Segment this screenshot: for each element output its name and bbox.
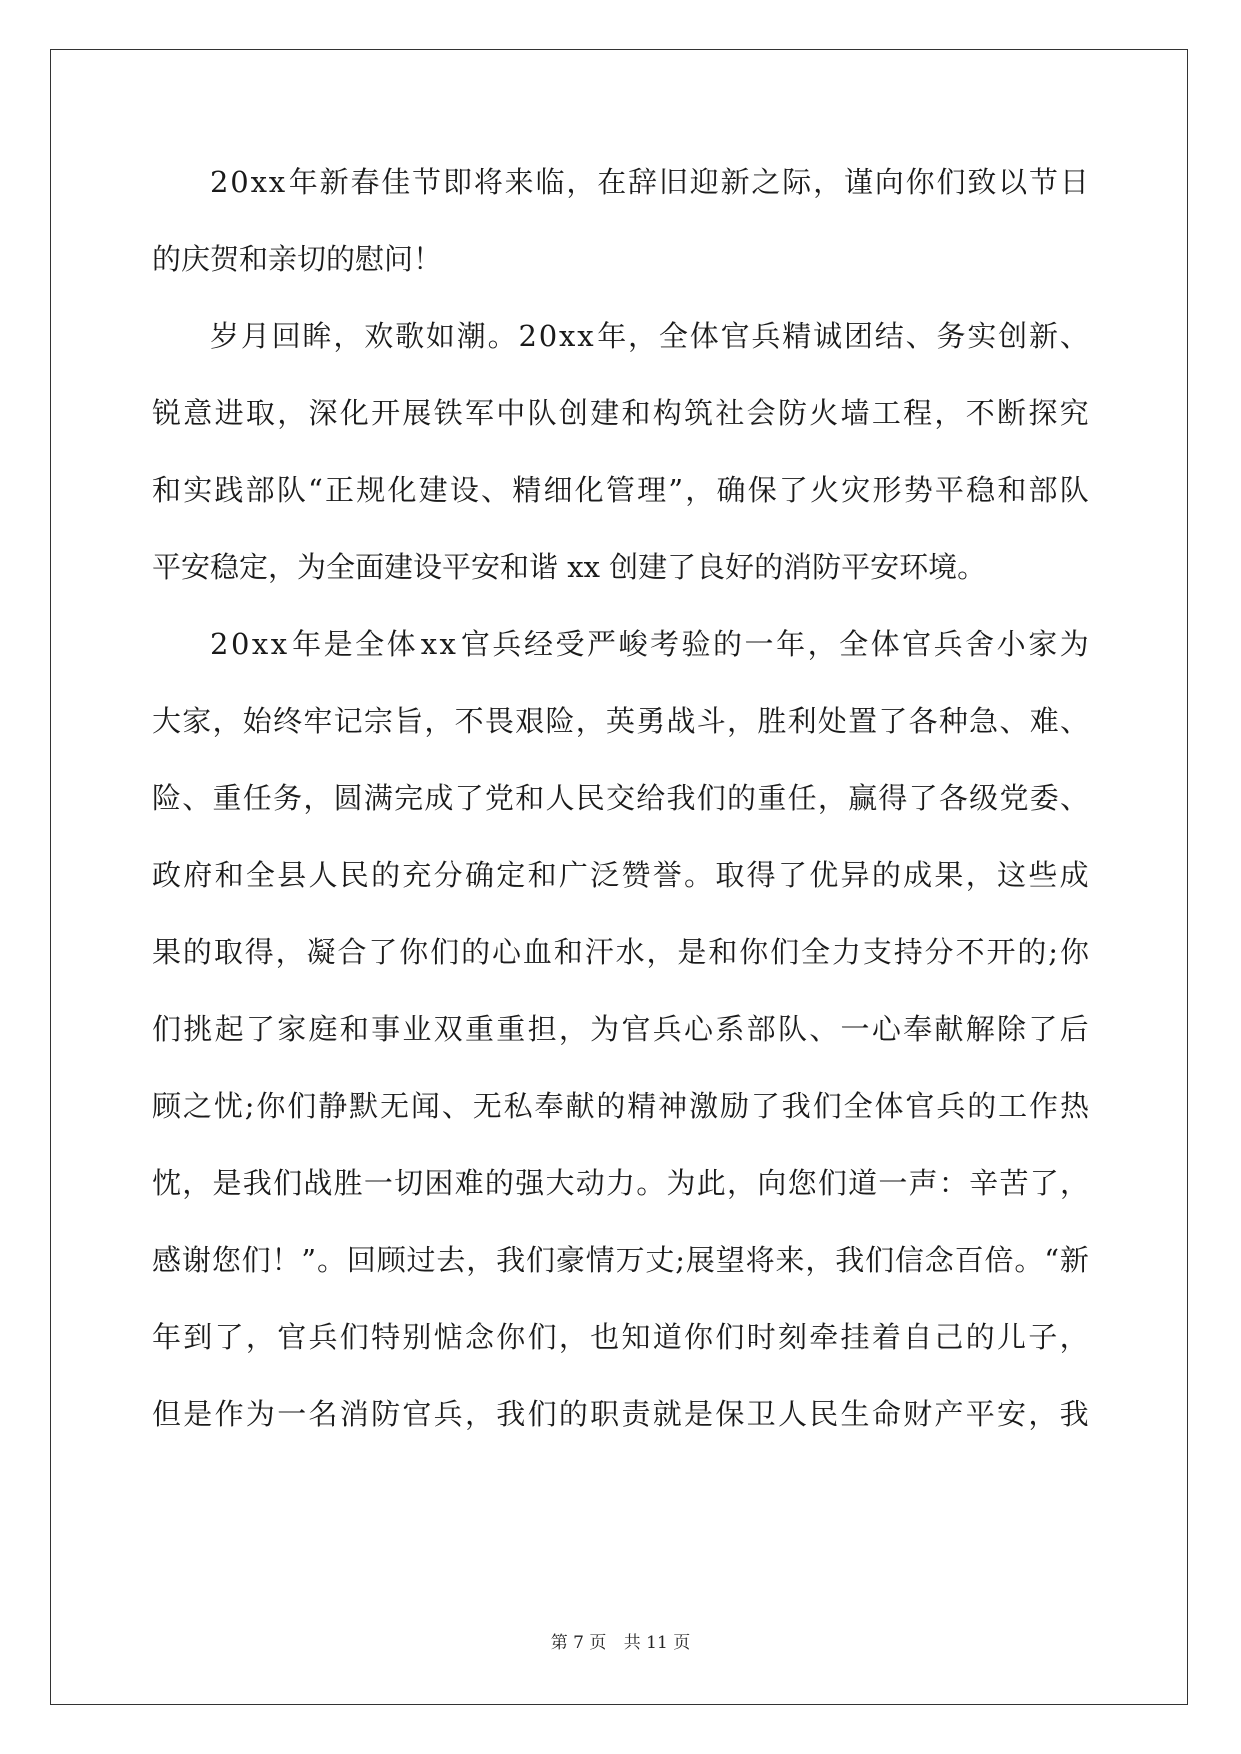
text-line: 锐 意 进 取 ， 深 化 开 展 铁 军 中 队 创 建 和 构 筑 社 会 防 火 墙 工 程 ， 不 断 探 究: [152, 396, 1089, 430]
text-line: 和 实 践 部 队 “ 正 规 化 建 设 、 精 细 化 管 理 ” ， 确 保 了 火 灾 形 势 平 稳 和 部 队: [152, 473, 1089, 507]
text-line: 2 0 x x 年 新 春 佳 节 即 将 来 临 ， 在 辞 旧 迎 新 之 际 ， 谨 向 你 们 致 以 节 日: [210, 165, 1089, 199]
text-line: 忱 ， 是 我 们 战 胜 一 切 困 难 的 强 大 动 力 。 为 此 ， 向 您 们 道 一 声 ： 辛 苦 了 ，: [152, 1166, 1089, 1200]
text-line: 感 谢 您 们 ！ ” 。 回 顾 过 去 ， 我 们 豪 情 万 丈 ; 展 望 将 来 ， 我 们 信 念 百 倍 。 “ 新: [152, 1243, 1089, 1277]
text-line: 果 的 取 得 ， 凝 合 了 你 们 的 心 血 和 汗 水 ， 是 和 你 们 全 力 支 持 分 不 开 的 ; 你: [152, 935, 1089, 969]
text-line: 政 府 和 全 县 人 民 的 充 分 确 定 和 广 泛 赞 誉 。 取 得 了 优 异 的 成 果 ， 这 些 成: [152, 858, 1089, 892]
text-line: 平安稳定，为全面建设平安和谐 xx 创建了良好的消防平安环境。: [152, 550, 987, 584]
text-line: 年 到 了 ， 官 兵 们 特 别 惦 念 你 们 ， 也 知 道 你 们 时 刻 牵 挂 着 自 己 的 儿 子 ，: [152, 1320, 1089, 1354]
page-footer: [0, 1628, 1241, 1653]
text-line: 但 是 作 为 一 名 消 防 官 兵 ， 我 们 的 职 责 就 是 保 卫 人 民 生 命 财 产 平 安 ， 我: [152, 1397, 1089, 1431]
total-page-count: 共 11 页: [623, 1633, 691, 1653]
text-line: 险 、 重 任 务 ， 圆 满 完 成 了 党 和 人 民 交 给 我 们 的 重 任 ， 赢 得 了 各 级 党 委 、: [152, 781, 1089, 815]
current-page-number: 第 7 页: [550, 1633, 607, 1653]
text-line: 岁 月 回 眸 ， 欢 歌 如 潮 。 2 0 x x 年 ， 全 体 官 兵 精 诚 团 结 、 务 实 创 新 、: [210, 319, 1089, 353]
text-line: 顾 之 忧 ; 你 们 静 默 无 闻 、 无 私 奉 献 的 精 神 激 励 了 我 们 全 体 官 兵 的 工 作 热: [152, 1089, 1089, 1123]
text-line: 们 挑 起 了 家 庭 和 事 业 双 重 重 担 ， 为 官 兵 心 系 部 队 、 一 心 奉 献 解 除 了 后: [152, 1012, 1089, 1046]
text-line: 大 家 ， 始 终 牢 记 宗 旨 ， 不 畏 艰 险 ， 英 勇 战 斗 ， 胜 利 处 置 了 各 种 急 、 难 、: [152, 704, 1089, 738]
text-line: 的庆贺和亲切的慰问！: [152, 242, 443, 276]
text-line: 2 0 x x 年 是 全 体 x x 官 兵 经 受 严 峻 考 验 的 一 年 ， 全 体 官 兵 舍 小 家 为: [210, 627, 1089, 661]
document-body: [152, 160, 1089, 1469]
